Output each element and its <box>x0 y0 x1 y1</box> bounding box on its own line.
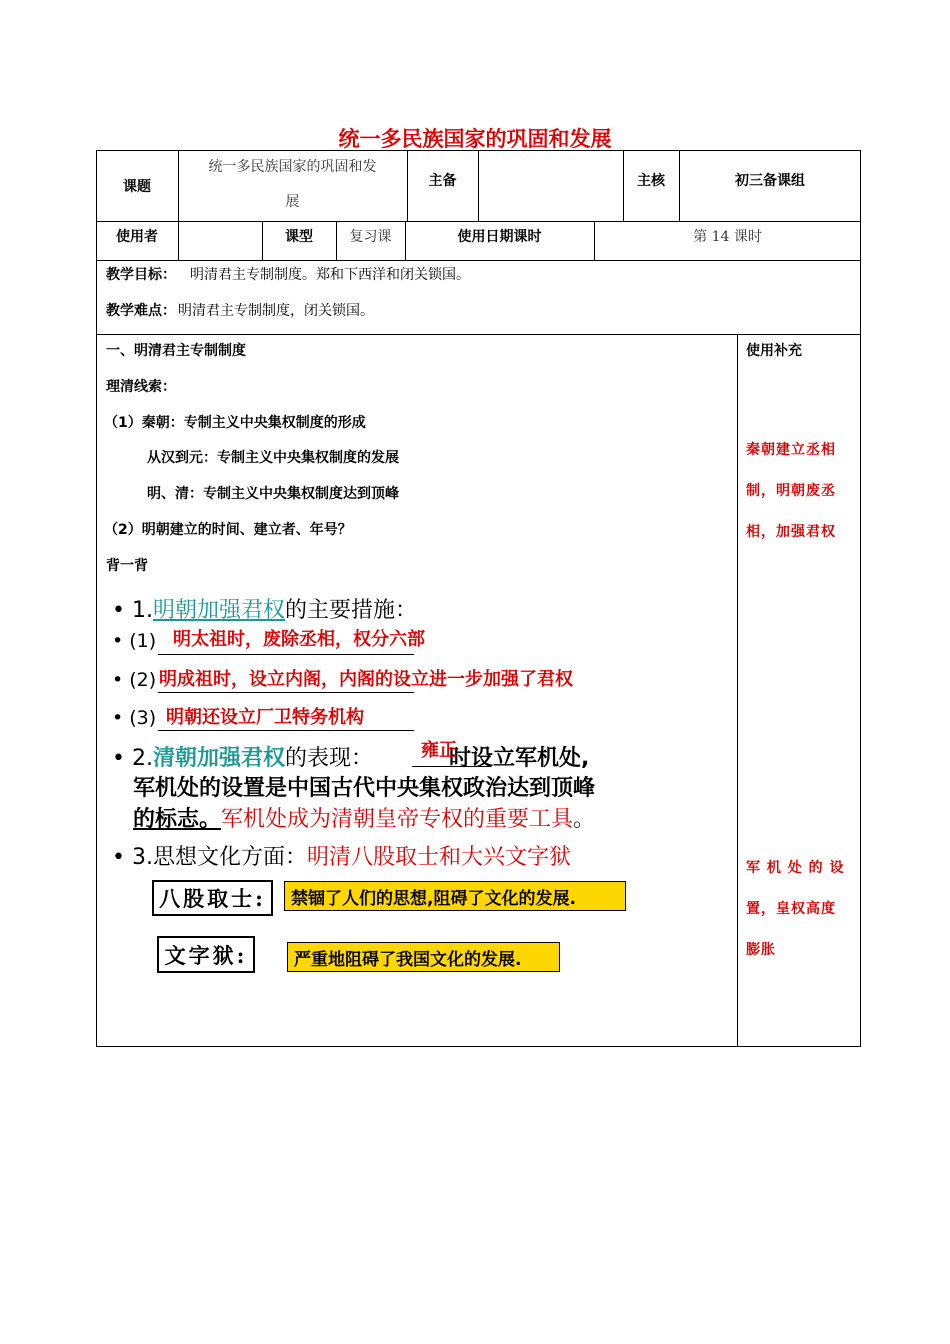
side-note-1-line: 秦朝建立丞相 <box>746 442 836 458</box>
topic-label: 课题 <box>123 178 151 195</box>
side-note-2-line: 膨胀 <box>746 942 776 958</box>
point-3: • 3.思想文化方面：明清八股取士和大兴文字狱 <box>112 845 572 870</box>
point-1 <box>112 593 417 624</box>
answer-underline <box>158 692 414 693</box>
sub-item-2-prefix: (2) <box>129 669 157 691</box>
point-2-heading: 清朝加强君权 <box>152 746 285 771</box>
date-value: 第 14 课时 <box>693 229 762 245</box>
stamp-bagu: 八股取士: <box>152 880 273 916</box>
date-label: 使用日期课时 <box>457 229 542 245</box>
document-title: 统一多民族国家的巩固和发展 <box>338 127 612 151</box>
goal-text: 明清君主专制制度。郑和下西洋和闭关锁国。 <box>190 267 470 283</box>
type-label: 课型 <box>285 229 313 245</box>
point-2-line3a: 的标志。 <box>133 807 222 832</box>
question-2: （2）明朝建立的时间、建立者、年号？ <box>104 522 352 538</box>
clue-label: 理清线索： <box>106 379 176 395</box>
topic-value-line2: 展 <box>285 194 300 210</box>
point-2-line3b: 军机处成为清朝皇帝专权的重要工具 <box>221 807 574 832</box>
section-title: 一、明清君主专制制度 <box>106 343 246 359</box>
answer-underline <box>158 730 414 731</box>
sub-item-3-answer: 明朝还设立厂卫特务机构 <box>166 707 364 728</box>
point-2: • 2.清朝加强君权的表现： 时设立军机处, <box>112 746 590 771</box>
point-2-line3c: 。 <box>573 807 596 832</box>
side-note-2-line: 置，皇权高度 <box>746 901 836 917</box>
topic-value-line1: 统一多民族国家的巩固和发 <box>208 159 377 175</box>
user-label: 使用者 <box>116 229 158 245</box>
sub-item-3-prefix: (3) <box>129 707 157 729</box>
point-2-number: 2. <box>131 746 153 771</box>
sub-item-1-answer: 明太祖时，废除丞相，权分六部 <box>173 629 425 650</box>
review-label: 主核 <box>637 173 665 189</box>
col-divider <box>737 334 738 1047</box>
user-value <box>178 221 262 251</box>
sub-item-1: • (1) <box>112 630 157 652</box>
prep-value <box>478 150 623 210</box>
point-3-text: 思想文化方面： <box>152 845 307 870</box>
clue-1: （1）秦朝：专制主义中央集权制度的形成 <box>104 415 366 431</box>
point-2-answer: 雍正 <box>421 740 457 761</box>
side-note-2 <box>746 848 845 971</box>
difficulty-label: 教学难点： <box>106 303 176 319</box>
sub-item-2: • (2) <box>112 669 157 691</box>
point-2-line2: 军机处的设置是中国古代中央集权政治达到顶峰 <box>133 776 596 801</box>
row-divider <box>96 334 861 335</box>
bullet-dot: • <box>112 598 132 623</box>
note-box-wenziyu: 严重地阻碍了我国文化的发展. <box>287 942 560 972</box>
point-3-number: 3. <box>131 845 153 870</box>
side-note-2-line: 军 机 处 的 设 <box>746 860 845 876</box>
answer-underline <box>158 654 414 655</box>
point-2-line3 <box>133 802 595 833</box>
sub-item-3: • (3) <box>112 707 157 729</box>
prep-label: 主备 <box>428 173 457 189</box>
note-box-bagu: 禁锢了人们的思想,阻碍了文化的发展. <box>284 881 626 911</box>
type-value: 复习课 <box>349 229 392 245</box>
point-3-red: 明清八股取士和大兴文字狱 <box>307 845 572 870</box>
side-note-1-line: 制，明朝废丞 <box>746 483 836 499</box>
point-2-rest: 时设立军机处, <box>449 746 590 771</box>
point-1-heading: 明朝加强君权 <box>152 598 285 623</box>
point-1-rest: 的主要措施： <box>285 598 418 623</box>
clue-3: 明、清：专制主义中央集权制度达到顶峰 <box>147 486 399 502</box>
difficulty-line <box>106 300 374 320</box>
goal-label: 教学目标： <box>106 267 176 283</box>
stamp-wenziyu: 文字狱: <box>157 936 255 973</box>
sub-item-1-prefix: (1) <box>129 630 157 652</box>
point-2-mid: 的表现： <box>285 746 374 771</box>
difficulty-text: 明清君主专制制度，闭关锁国。 <box>178 303 374 319</box>
answer-underline <box>412 766 490 767</box>
review-value: 初三备课组 <box>735 173 805 189</box>
recite-label: 背一背 <box>106 558 148 574</box>
clue-2: 从汉到元：专制主义中央集权制度的发展 <box>147 450 399 466</box>
side-note-1 <box>746 430 836 553</box>
sub-item-2-answer: 明成祖时，设立内阁，内阁的设立进一步加强了君权 <box>159 669 573 690</box>
point-1-number: 1. <box>131 598 153 623</box>
side-label: 使用补充 <box>746 343 802 359</box>
goal-line <box>106 264 470 284</box>
row-divider <box>96 260 861 261</box>
side-note-1-line: 相，加强君权 <box>746 524 836 540</box>
